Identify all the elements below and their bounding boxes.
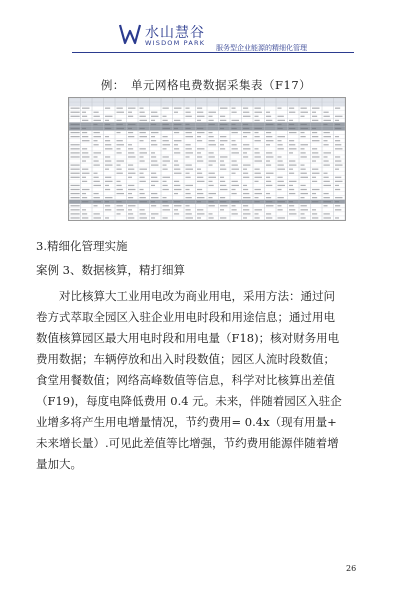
table-caption: 例： 单元网格电费数据采集表（F17） [100,78,312,92]
header-divider [72,52,354,53]
paragraph-line: 数值核算园区最大用电时段和用电量（F18)；核对财务用电 [36,331,340,345]
paragraph-line: 未来增长量）.可见此差值等比增强，节约费用能源伴随着增 [36,436,339,450]
logo-w-icon [118,22,142,46]
paragraph-line: （F19)，每度电降低费用 0.4 元。未来，伴随着园区入驻企 [36,394,342,408]
paragraph-line: 对比核算大工业用电改为商业用电，采用方法：通过问 [36,289,335,303]
paragraph-line: 业增多将产生用电增量情况，节约费用= 0.4x（现有用量+ [36,415,337,429]
paragraph-line: 量加大。 [36,457,82,471]
company-logo [118,22,228,54]
logo-text-cn: 水山慧谷 [145,25,205,41]
paragraph-line: 食堂用餐数值；网络高峰数值等信息，科学对比核算出差值 [36,373,335,387]
logo-text-en: WISDOM PARK [145,39,206,47]
paragraph-line: 卷方式萃取全园区入驻企业用电时段和用途信息；通过用电 [36,310,335,324]
body-paragraph [36,286,372,475]
case-title: 案例 3、数据核算，精打细算 [36,263,185,277]
header-tagline: 服务型企业能源的精细化管理 [216,44,307,52]
data-table-image [68,97,346,221]
page-number: 26 [346,564,357,573]
section-title: 3.精细化管理实施 [36,239,128,253]
paragraph-line: 费用数据；车辆停放和出入时段数值；园区人流时段数值； [36,352,335,366]
